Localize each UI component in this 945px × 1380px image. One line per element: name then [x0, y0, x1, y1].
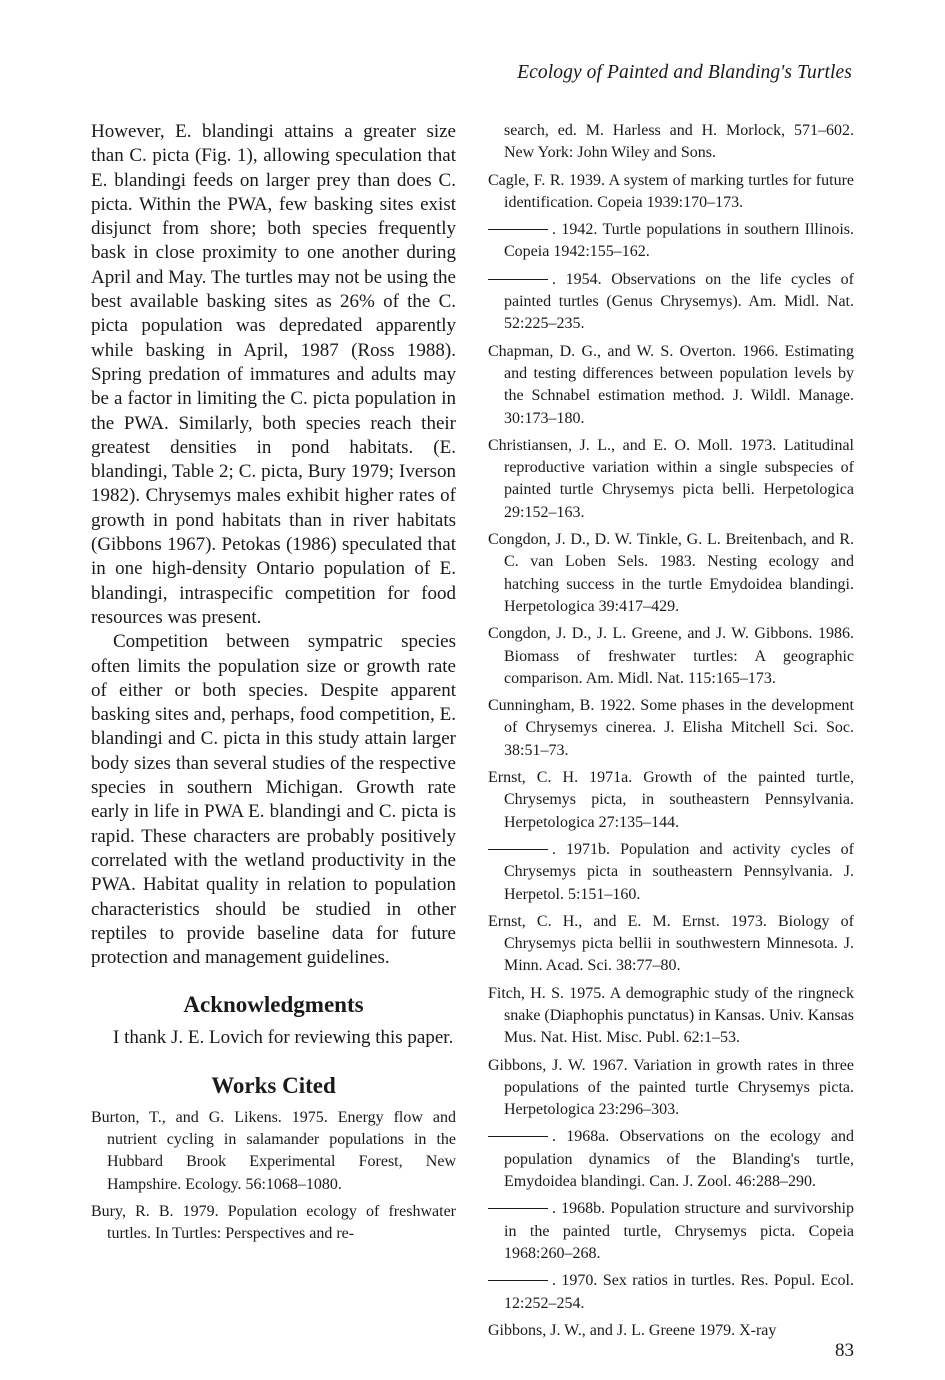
reference-entry-ditto: [488, 839, 854, 906]
reference-text: . 1968b. Population structure and survivorship in the painted turtle, Chrysemys picta. Copeia 1968:260–268.: [504, 1200, 854, 1262]
body-paragraph: Competition between sympatric species often limits the population size or growth rate of either or both species. Despite apparent basking sites and, perhaps, food competition, E. blandingi and C. picta in this study attain larger body sizes than several studies of the respective species in southern Michigan. Growth rate early in life in PWA E. blandingi and C. picta is rapid. These characters are probably positively correlated with the wetland productivity in the PWA. Habitat quality in relation to population characteristics should be studied in other reptiles to provide baseline data for future protection and management guidelines.: [91, 631, 456, 969]
reference-entry: Bury, R. B. 1979. Population ecology of freshwater turtles. In Turtles: Perspectives and re-: [91, 1202, 456, 1243]
reference-entry: Cunningham, B. 1922. Some phases in the development of Chrysemys cinerea. J. Elisha Mitchell Sci. Soc. 38:51–73.: [488, 697, 854, 759]
page-number: 83: [835, 1340, 854, 1361]
right-column: [488, 120, 854, 1347]
ditto-rule: [488, 1280, 548, 1281]
reference-entry: Cagle, F. R. 1939. A system of marking turtles for future identification. Copeia 1939:170–173.: [488, 171, 854, 211]
reference-entry-ditto: [488, 269, 854, 336]
ditto-rule: [488, 279, 548, 280]
reference-entry: Ernst, C. H. 1971a. Growth of the painted turtle, Chrysemys picta, in southeastern Pennsylvania. Herpetologica 27:135–144.: [488, 769, 854, 831]
reference-text: . 1971b. Population and activity cycles of Chrysemys picta in southeastern Pennsylvania. J. Herpetol. 5:151–160.: [504, 840, 854, 903]
reference-entry: Gibbons, J. W. 1967. Variation in growth rates in three populations of the painted turtle Chrysemys picta. Herpetologica 23:296–303.: [488, 1056, 854, 1119]
reference-entry: Congdon, J. D., D. W. Tinkle, G. L. Breitenbach, and R. C. van Loben Sels. 1983. Nesting ecology and hatching success in the turtle Emydoidea blandingi. Herpetologica 39:417–429.: [488, 531, 854, 615]
reference-entry-ditto: [488, 219, 854, 264]
works-cited-heading: Works Cited: [211, 1072, 336, 1098]
reference-entry-ditto: [488, 1198, 854, 1265]
acknowledgments-text: I thank J. E. Lovich for reviewing this paper.: [113, 1027, 454, 1049]
reference-text: . 1942. Turtle populations in southern Illinois. Copeia 1942:155–162.: [504, 221, 854, 261]
ditto-rule: [488, 849, 548, 850]
reference-entry-ditto: [488, 1270, 854, 1315]
reference-entry: Burton, T., and G. Likens. 1975. Energy flow and nutrient cycling in salamander populations in the Hubbard Brook Experimental Forest, New Hampshire. Ecology. 56:1068–1080.: [91, 1108, 456, 1193]
reference-text: . 1970. Sex ratios in turtles. Res. Popul. Ecol. 12:252–254.: [504, 1272, 854, 1312]
running-head: Ecology of Painted and Blanding's Turtles: [517, 62, 852, 83]
ditto-rule: [488, 229, 548, 230]
reference-entry: Christiansen, J. L., and E. O. Moll. 1973. Latitudinal reproductive variation within a single subspecies of painted turtle Chrysemys picta belli. Herpetologica 29:152–163.: [488, 436, 854, 521]
reference-entry: Ernst, C. H., and E. M. Ernst. 1973. Biology of Chrysemys picta bellii in southwestern Minnesota. J. Minn. Acad. Sci. 38:77–80.: [488, 912, 854, 975]
reference-text: . 1968a. Observations on the ecology and population dynamics of the Blanding's turtle, Emydoidea blandingi. Can. J. Zool. 46:288–290.: [504, 1128, 854, 1191]
ditto-rule: [488, 1136, 548, 1137]
reference-entry: Gibbons, J. W., and J. L. Greene 1979. X-ray: [488, 1321, 777, 1339]
reference-entry: search, ed. M. Harless and H. Morlock, 571–602. New York: John Wiley and Sons.: [504, 122, 854, 162]
body-paragraph: However, E. blandingi attains a greater size than C. picta (Fig. 1), allowing speculation that E. blandingi feeds on larger prey than does C. picta. Within the PWA, few basking sites exist disjunct from shore; both species frequently bask in close proximity to one another during April and May. The turtles may not be using the best available basking sites as 26% of the C. picta population was depredated apparently while basking in April, 1987 (Ross 1988). Spring predation of immatures and adults may be a factor in limiting the C. picta population in the PWA. Similarly, both species reach their greatest densities in pond habitats. (E. blandingi, Table 2; C. picta, Bury 1979; Iverson 1982). Chrysemys males exhibit higher rates of growth in pond habitats than in river habitats (Gibbons 1967). Petokas (1986) speculated that in one high-density Ontario population of E. blandingi, intraspecific competition for food resources was present.: [91, 121, 456, 628]
reference-entry-ditto: [488, 1126, 854, 1193]
reference-entry: Congdon, J. D., J. L. Greene, and J. W. Gibbons. 1986. Biomass of freshwater turtles: A geographic comparison. Am. Midl. Nat. 115:165–173.: [488, 625, 854, 687]
reference-entry: Chapman, D. G., and W. S. Overton. 1966. Estimating and testing differences between population levels by the Schnabel estimation method. J. Wildl. Manage. 30:173–180.: [488, 342, 854, 427]
ditto-rule: [488, 1208, 548, 1209]
acknowledgments-heading: Acknowledgments: [183, 992, 364, 1018]
reference-text: . 1954. Observations on the life cycles of painted turtles (Genus Chrysemys). Am. Midl. Nat. 52:225–235.: [504, 270, 854, 333]
left-column: [91, 120, 456, 1250]
reference-entry: Fitch, H. S. 1975. A demographic study of the ringneck snake (Diaphophis punctatus) in Kansas. Univ. Kansas Mus. Nat. Hist. Misc. Publ. 62:1–53.: [488, 984, 855, 1047]
